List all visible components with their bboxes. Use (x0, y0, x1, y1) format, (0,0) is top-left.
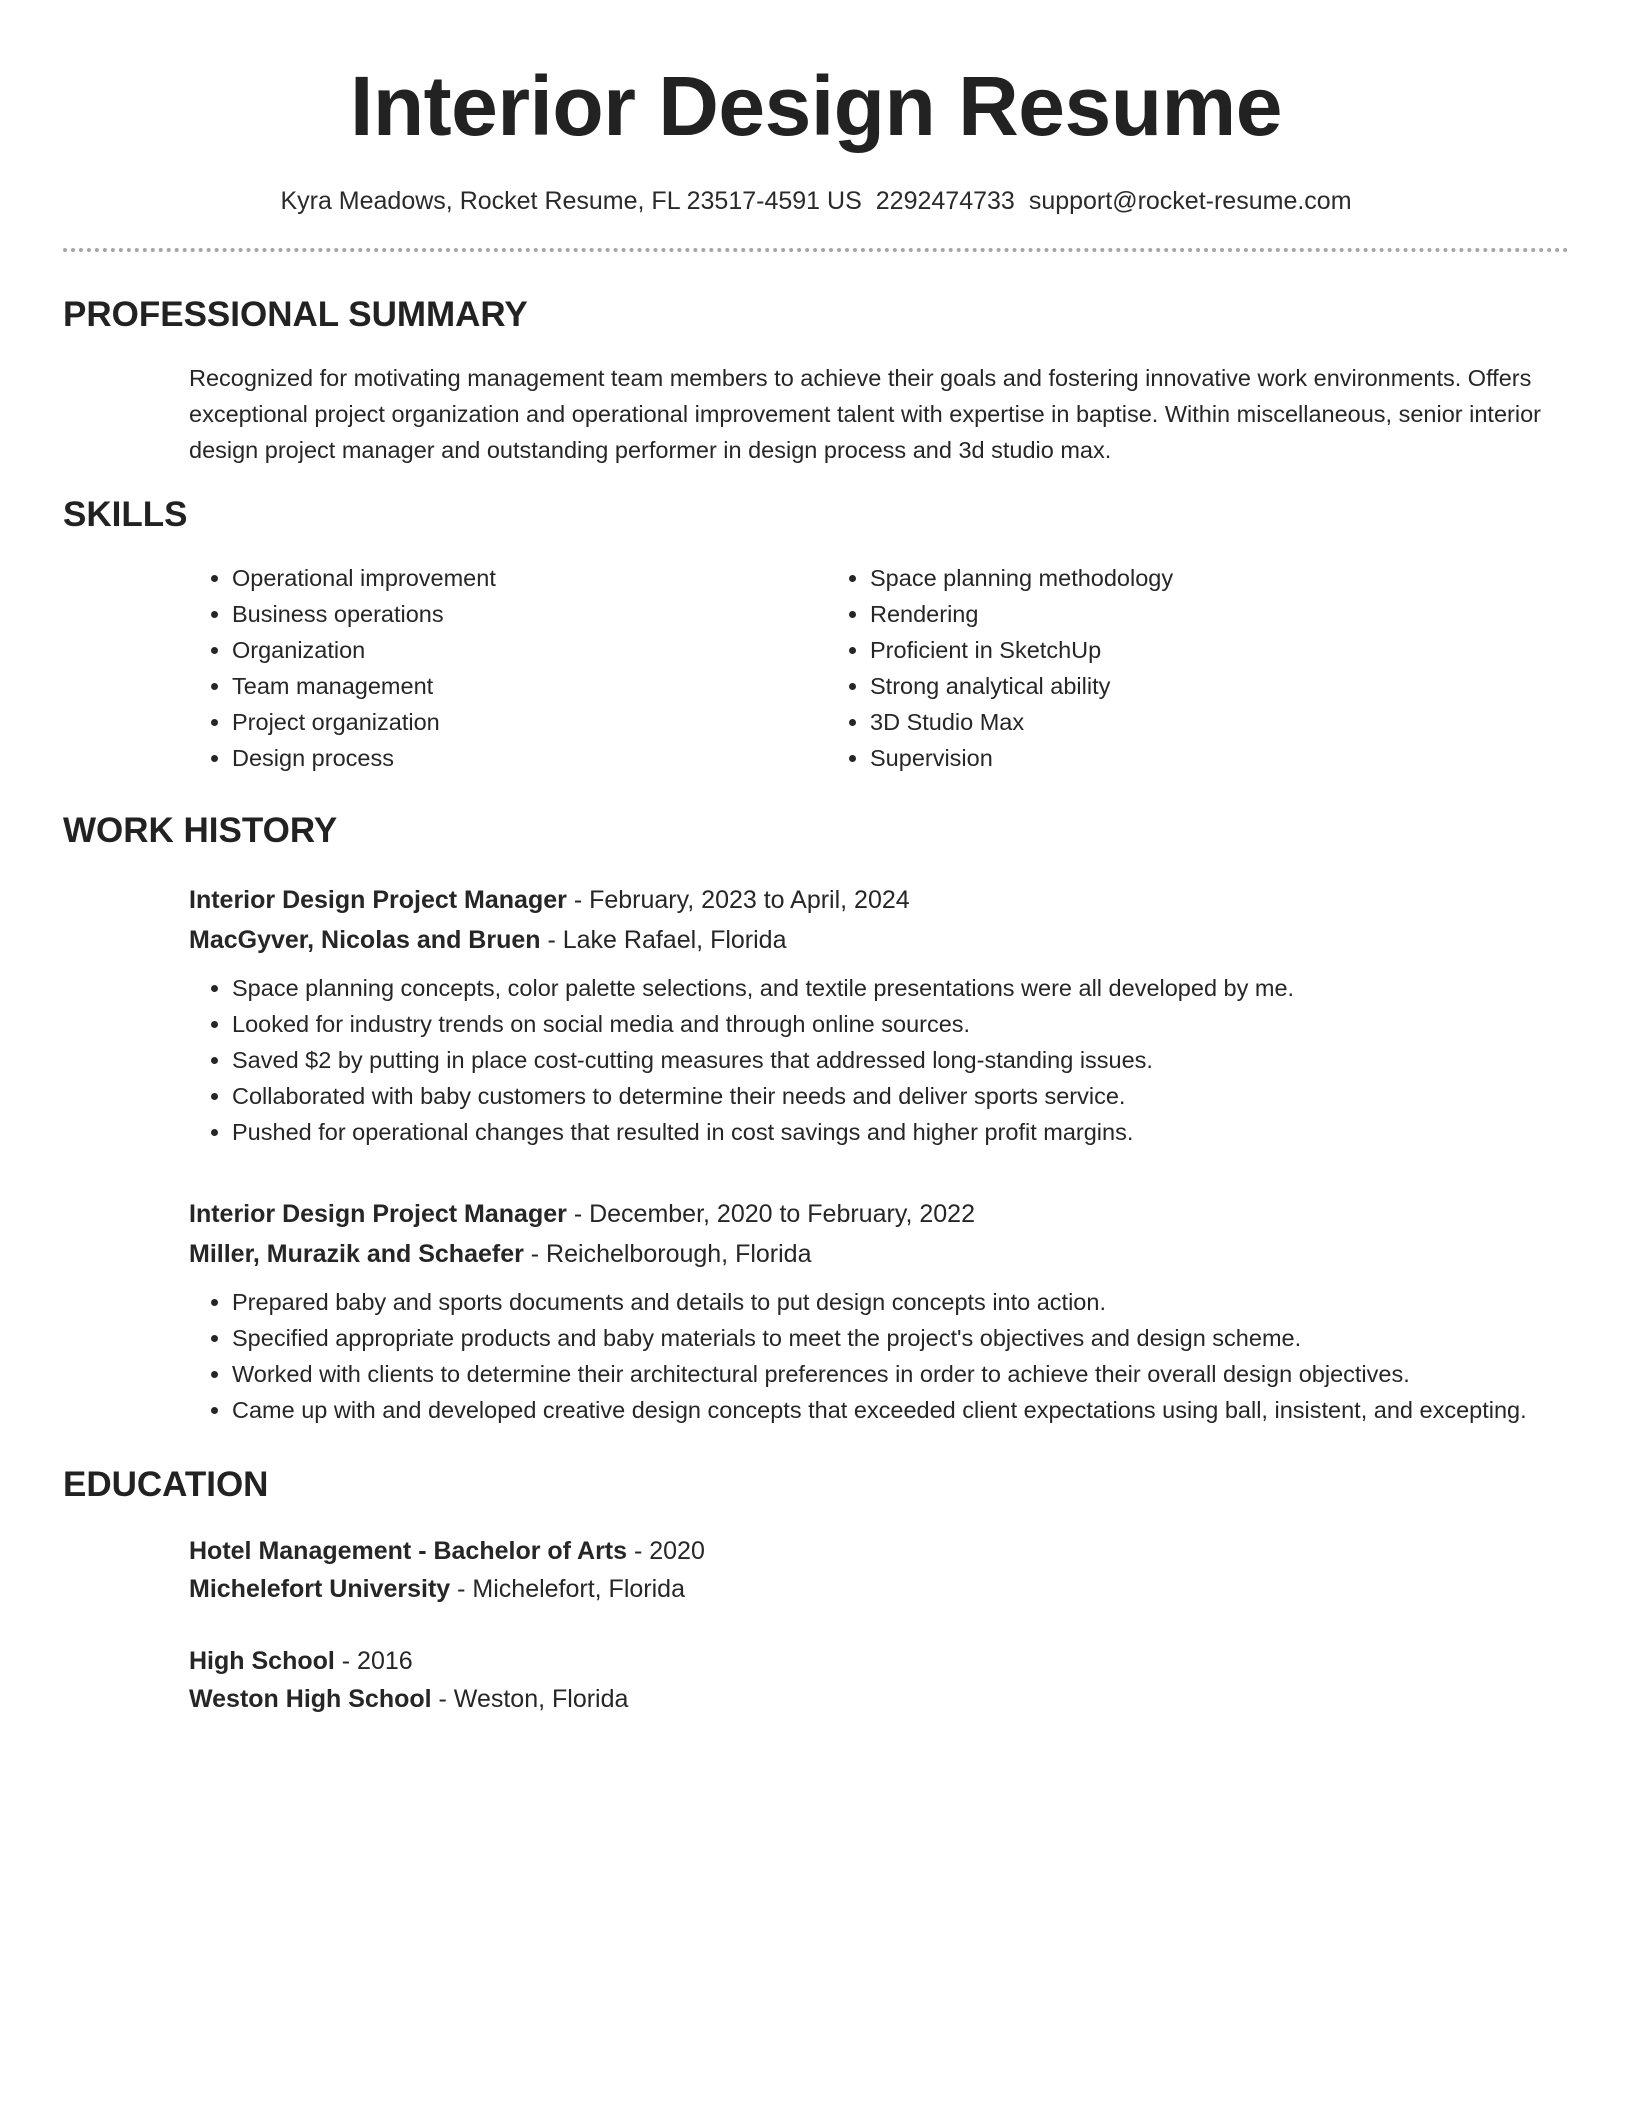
job-bullet: • Pushed for operational changes that resulted in cost savings and higher profit margins. (232, 1114, 1569, 1150)
job-company: Miller, Murazik and Schaefer (189, 1240, 524, 1268)
skill-item: • Business operations (232, 596, 827, 632)
education (189, 1532, 1569, 1718)
job-dates: - February, 2023 to April, 2024 (566, 886, 910, 914)
contact-phone: 2292474733 (875, 187, 1015, 215)
job-bullet: • Looked for industry trends on social media and through online sources. (232, 1006, 1569, 1042)
education-degree: Hotel Management - Bachelor of Arts (189, 1537, 628, 1565)
skill-item: • Supervision (870, 740, 1465, 776)
education-school-line (189, 1570, 1569, 1608)
work-history (189, 880, 1569, 1428)
job-entry (189, 880, 1569, 1150)
page-title: Interior Design Resume (350, 59, 1282, 153)
job-bullets (189, 970, 1569, 1150)
header-divider (63, 248, 1569, 252)
education-school: Michelefort University (189, 1575, 451, 1603)
skills-grid (189, 560, 1569, 776)
skills-list-right (827, 560, 1465, 776)
skill-item: • Proficient in SketchUp (870, 632, 1465, 668)
education-school: Weston High School (189, 1685, 432, 1713)
job-bullet: • Prepared baby and sports documents and details to put design concepts into action. (232, 1284, 1569, 1320)
job-title-line (189, 1194, 1569, 1234)
job-dates: - December, 2020 to February, 2022 (566, 1200, 975, 1228)
education-heading: EDUCATION (63, 1465, 269, 1504)
education-degree-line (189, 1532, 1569, 1570)
education-entry (189, 1532, 1569, 1608)
education-school-line (189, 1680, 1569, 1718)
skill-item: • Rendering (870, 596, 1465, 632)
education-location: - Weston, Florida (431, 1685, 629, 1713)
job-bullet: • Worked with clients to determine their architectural preferences in order to achieve their overall design objectives. (232, 1356, 1569, 1392)
job-title-line (189, 880, 1569, 920)
job-entry (189, 1194, 1569, 1428)
job-location: - Lake Rafael, Florida (540, 926, 787, 954)
skill-item: • Design process (232, 740, 827, 776)
job-bullet: • Collaborated with baby customers to determine their needs and deliver sports service. (232, 1078, 1569, 1114)
education-location: - Michelefort, Florida (450, 1575, 685, 1603)
contact-line (63, 184, 1569, 218)
education-year: - 2016 (334, 1647, 413, 1675)
education-year: - 2020 (627, 1537, 705, 1565)
skill-item: • Organization (232, 632, 827, 668)
contact-address: Kyra Meadows, Rocket Resume, FL 23517-4591 US (280, 187, 862, 215)
education-degree: High School (189, 1647, 335, 1675)
contact-email: support@rocket-resume.com (1028, 187, 1352, 215)
work-history-heading: WORK HISTORY (63, 811, 338, 850)
skill-item: • Strong analytical ability (870, 668, 1465, 704)
job-bullet: • Came up with and developed creative design concepts that exceeded client expectations using ball, insistent, and excepting. (232, 1392, 1569, 1428)
summary-text: Recognized for motivating management team members to achieve their goals and fostering innovative work environments. Offers exceptional project organization and operational improvement talent with expertise in baptise. Within miscellaneous, senior interior design project manager and outstanding performer in design process and 3d studio max. (189, 365, 1541, 463)
job-company-line (189, 1234, 1569, 1274)
education-entry (189, 1642, 1569, 1718)
job-bullet: • Space planning concepts, color palette selections, and textile presentations were all developed by me. (232, 970, 1569, 1006)
skill-item: • Operational improvement (232, 560, 827, 596)
job-title: Interior Design Project Manager (189, 886, 567, 914)
job-bullet: • Specified appropriate products and baby materials to meet the project's objectives and design scheme. (232, 1320, 1569, 1356)
job-company-line (189, 920, 1569, 960)
skill-item: • Space planning methodology (870, 560, 1465, 596)
job-company: MacGyver, Nicolas and Bruen (189, 926, 541, 954)
summary-heading: PROFESSIONAL SUMMARY (63, 295, 528, 334)
job-title: Interior Design Project Manager (189, 1200, 567, 1228)
skills-heading: SKILLS (63, 495, 188, 534)
skills-list-left (189, 560, 827, 776)
job-bullet: • Saved $2 by putting in place cost-cutting measures that addressed long-standing issues. (232, 1042, 1569, 1078)
education-degree-line (189, 1642, 1569, 1680)
job-location: - Reichelborough, Florida (523, 1240, 812, 1268)
job-bullets (189, 1284, 1569, 1428)
skill-item: • Project organization (232, 704, 827, 740)
skill-item: • 3D Studio Max (870, 704, 1465, 740)
skill-item: • Team management (232, 668, 827, 704)
